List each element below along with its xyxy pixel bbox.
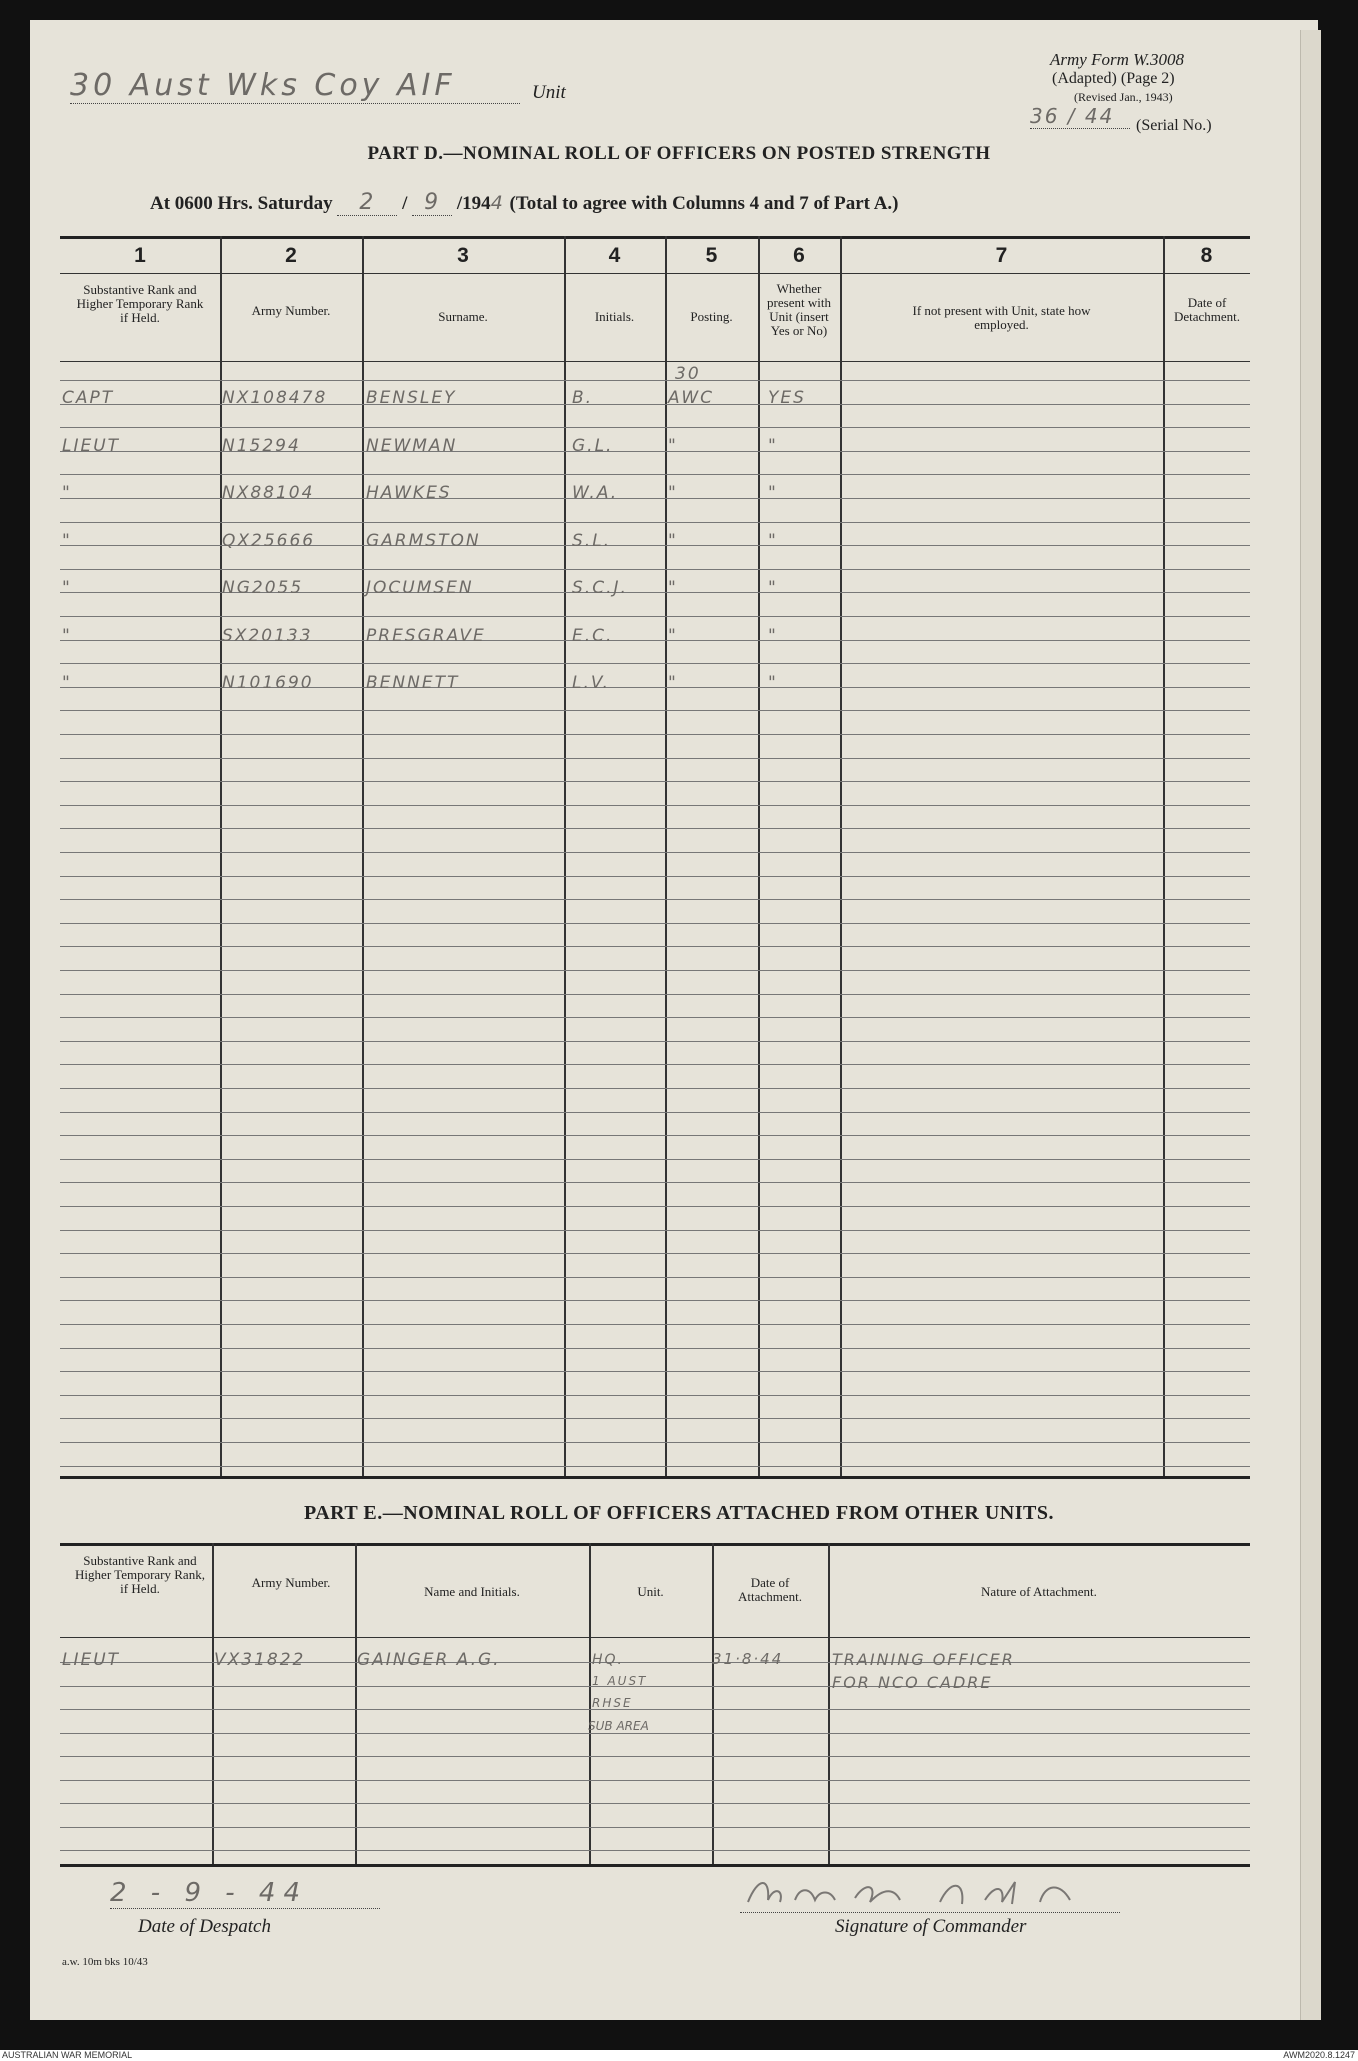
part-d-row-rule [60, 1395, 1250, 1396]
part-d-row-rule [60, 1466, 1250, 1467]
signature-scribble [740, 1872, 1120, 1912]
row-initials: W.A. [572, 483, 619, 503]
part-d-vline [564, 236, 566, 1476]
part-d-row-rule [60, 1348, 1250, 1349]
part-d-row-rule [60, 1253, 1250, 1254]
part-e-title: PART E.—NOMINAL ROLL OF OFFICERS ATTACHED FROM OTHER UNITS. [304, 1502, 1054, 1524]
e-unit-line-1: HQ. [592, 1652, 624, 1668]
part-d-title: PART D.—NOMINAL ROLL OF OFFICERS ON POSTED STRENGTH [367, 143, 991, 164]
part-d-row-rule [60, 474, 1250, 475]
part-e-row-rule [60, 1850, 1250, 1851]
row-posting: " [668, 578, 678, 598]
part-d-row-rule [60, 899, 1250, 900]
col-header-posting: Posting. [690, 309, 733, 324]
part-d-vline [758, 236, 760, 1476]
e-nature-line-1: TRAINING OFFICER [832, 1650, 1015, 1669]
part-d-row-rule [60, 1135, 1250, 1136]
row-rank: CAPT [62, 388, 115, 408]
part-e-row-rule [60, 1803, 1250, 1804]
e-header-unit: Unit. [637, 1584, 664, 1599]
part-e-vline [712, 1543, 714, 1864]
part-d-vline [840, 236, 842, 1476]
row-initials: G.L. [572, 436, 614, 456]
date-year-prefix: /194 [456, 193, 491, 214]
row-surname: BENSLEY [366, 388, 457, 408]
date-year-digit: 4 [490, 192, 505, 214]
e-header-nature: Nature of Attachment. [981, 1584, 1097, 1599]
part-d-row-rule [60, 663, 1250, 664]
col-num-6: 6 [793, 244, 805, 267]
col-num-4: 4 [608, 244, 621, 267]
e-number: VX31822 [214, 1650, 306, 1670]
row-rank: " [62, 578, 72, 598]
col-header-initials: Initials. [594, 309, 635, 324]
e-header-rank: Substantive Rank and Higher Temporary Rank, if Held. [75, 1553, 205, 1596]
row-present: " [768, 578, 778, 598]
posting-note: 30 [675, 364, 701, 384]
part-e-top-rule [60, 1543, 1250, 1546]
part-d-row-rule [60, 1159, 1250, 1160]
col-num-rule [60, 273, 1250, 274]
e-rank: LIEUT [62, 1650, 121, 1670]
e-header-number: Army Number. [251, 1575, 331, 1590]
date-day: 2 [337, 190, 397, 216]
part-d-vline [220, 236, 222, 1476]
unit-handwritten: 30 Aust Wks Coy AIF [70, 68, 520, 104]
part-d-row-rule [60, 427, 1250, 428]
part-d-top-rule [60, 236, 1250, 239]
row-present: " [768, 673, 778, 693]
serial-label: (Serial No.) [1136, 117, 1212, 134]
part-e-row-rule [60, 1780, 1250, 1781]
part-e-vline [355, 1543, 357, 1864]
row-number: N101690 [222, 673, 314, 693]
row-surname: GARMSTON [366, 531, 481, 551]
col-header-rank: Substantive Rank and Higher Temporary Rank if Held. [76, 282, 204, 325]
col-header-rule [60, 361, 1250, 362]
row-number: NG2055 [222, 578, 304, 598]
row-initials: L.V. [572, 673, 610, 693]
part-d-row-rule [60, 758, 1250, 759]
part-d-row-rule [60, 1112, 1250, 1113]
col-num-3: 3 [457, 244, 469, 267]
part-e-bottom-rule [60, 1864, 1250, 1867]
row-surname: BENNETT [366, 673, 460, 693]
part-d-row-rule [60, 1442, 1250, 1443]
row-surname: JOCUMSEN [366, 578, 474, 598]
form-adapted: (Adapted) (Page 2) [1052, 70, 1175, 87]
part-d-row-rule [60, 380, 1250, 381]
part-e-vline [589, 1543, 591, 1864]
row-initials: S.L. [572, 531, 612, 551]
e-unit-line-2: 1 AUST [592, 1674, 648, 1688]
row-rank: " [62, 626, 72, 646]
e-header-date: Date of Attachment. [738, 1575, 802, 1604]
date-month: 9 [412, 190, 452, 216]
page-edge [1300, 30, 1321, 2020]
part-d-row-rule [60, 1371, 1250, 1372]
commander-signature [740, 1872, 1120, 1913]
part-d-row-rule [60, 1324, 1250, 1325]
row-posting: " [668, 483, 678, 503]
part-d-row-rule [60, 1277, 1250, 1278]
row-number: NX108478 [222, 388, 328, 408]
row-posting: " [668, 673, 678, 693]
row-rank: " [62, 483, 72, 503]
row-present: " [768, 436, 778, 456]
row-posting: " [668, 436, 678, 456]
row-number: N15294 [222, 436, 301, 456]
part-d-row-rule [60, 1418, 1250, 1419]
part-d-row-rule [60, 781, 1250, 782]
part-d-row-rule [60, 994, 1250, 995]
part-d-row-rule [60, 569, 1250, 570]
col-num-7: 7 [995, 244, 1008, 267]
part-e-vline [212, 1543, 214, 1864]
part-d-row-rule [60, 1182, 1250, 1183]
row-posting: " [668, 531, 678, 551]
date-line: At 0600 Hrs. Saturday 2 / 9 /1944 (Total to agree with Columns 4 and 7 of Part A.) [150, 190, 899, 215]
part-d-row-rule [60, 946, 1250, 947]
part-d-row-rule [60, 710, 1250, 711]
row-surname: HAWKES [366, 483, 452, 503]
e-unit-line-4: SUB AREA [588, 1719, 649, 1733]
col-num-2: 2 [285, 244, 297, 267]
part-d-row-rule [60, 1064, 1250, 1065]
row-rank: LIEUT [62, 436, 121, 456]
commander-label: Signature of Commander [835, 1916, 1027, 1937]
row-number: SX20133 [222, 626, 313, 646]
col-header-number: Army Number. [251, 303, 331, 318]
date-prefix: At 0600 Hrs. Saturday [150, 193, 333, 214]
part-d-row-rule [60, 616, 1250, 617]
col-header-detachment: Date of Detachment. [1173, 295, 1241, 324]
row-present: " [768, 626, 778, 646]
e-unit-line-3: RHSE [592, 1696, 633, 1710]
part-d-vline [362, 236, 364, 1476]
part-e-row-rule [60, 1686, 1250, 1687]
col-num-1: 1 [134, 244, 146, 267]
archive-strip [0, 2050, 1358, 2061]
part-d-row-rule [60, 805, 1250, 806]
part-e-vline [828, 1543, 830, 1864]
despatch-value: 2 - 9 - 44 [110, 1878, 380, 1909]
row-initials: E.C. [572, 626, 614, 646]
row-rank: " [62, 531, 72, 551]
part-e-row-rule [60, 1709, 1250, 1710]
col-header-surname: Surname. [438, 309, 488, 324]
row-initials: B. [572, 388, 594, 408]
part-d-vline [665, 236, 667, 1476]
part-e-row-rule [60, 1756, 1250, 1757]
e-name: GAINGER A.G. [357, 1650, 501, 1670]
col-header-present: Whether present with Unit (insert Yes or No) [767, 281, 831, 338]
form-revised: (Revised Jan., 1943) [1074, 90, 1173, 104]
part-d-row-rule [60, 1206, 1250, 1207]
unit-label: Unit [532, 82, 566, 103]
print-code: a.w. 10m bks 10/43 [62, 1956, 148, 1968]
serial-value: 36 / 44 [1030, 104, 1130, 129]
row-surname: NEWMAN [366, 436, 458, 456]
date-suffix: (Total to agree with Columns 4 and 7 of Part A.) [509, 193, 899, 214]
part-e-row-rule [60, 1733, 1250, 1734]
part-d-row-rule [60, 828, 1250, 829]
part-d-row-rule [60, 1088, 1250, 1089]
row-present: " [768, 531, 778, 551]
part-d-row-rule [60, 1230, 1250, 1231]
row-number: NX88104 [222, 483, 315, 503]
part-e-row-rule [60, 1827, 1250, 1828]
col-num-8: 8 [1200, 244, 1213, 267]
e-nature-line-2: FOR NCO CADRE [832, 1673, 993, 1692]
part-d-row-rule [60, 734, 1250, 735]
row-present: YES [768, 388, 806, 408]
e-header-name: Name and Initials. [424, 1584, 520, 1599]
e-header-rule [60, 1637, 1250, 1638]
part-d-row-rule [60, 923, 1250, 924]
archive-right: AWM2020.8.1247 [1283, 2050, 1355, 2060]
part-d-row-rule [60, 1017, 1250, 1018]
row-posting: AWC [668, 388, 715, 408]
row-surname: PRESGRAVE [366, 626, 486, 646]
row-initials: S.C.J. [572, 578, 628, 598]
form-name: Army Form W.3008 [1050, 50, 1184, 69]
part-d-row-rule [60, 1300, 1250, 1301]
row-rank: " [62, 673, 72, 693]
part-d-bottom-rule [60, 1476, 1250, 1479]
part-d-row-rule [60, 970, 1250, 971]
part-d-row-rule [60, 852, 1250, 853]
archive-left: AUSTRALIAN WAR MEMORIAL [2, 2050, 133, 2060]
part-d-row-rule [60, 522, 1250, 523]
row-posting: " [668, 626, 678, 646]
part-d-vline [1163, 236, 1165, 1476]
row-number: QX25666 [222, 531, 316, 551]
col-num-5: 5 [705, 244, 718, 267]
despatch-label: Date of Despatch [138, 1916, 271, 1937]
col-header-employed: If not present with Unit, state how employed. [912, 303, 1091, 332]
row-present: " [768, 483, 778, 503]
part-d-row-rule [60, 876, 1250, 877]
e-date: 31·8·44 [712, 1650, 784, 1668]
part-d-row-rule [60, 1041, 1250, 1042]
